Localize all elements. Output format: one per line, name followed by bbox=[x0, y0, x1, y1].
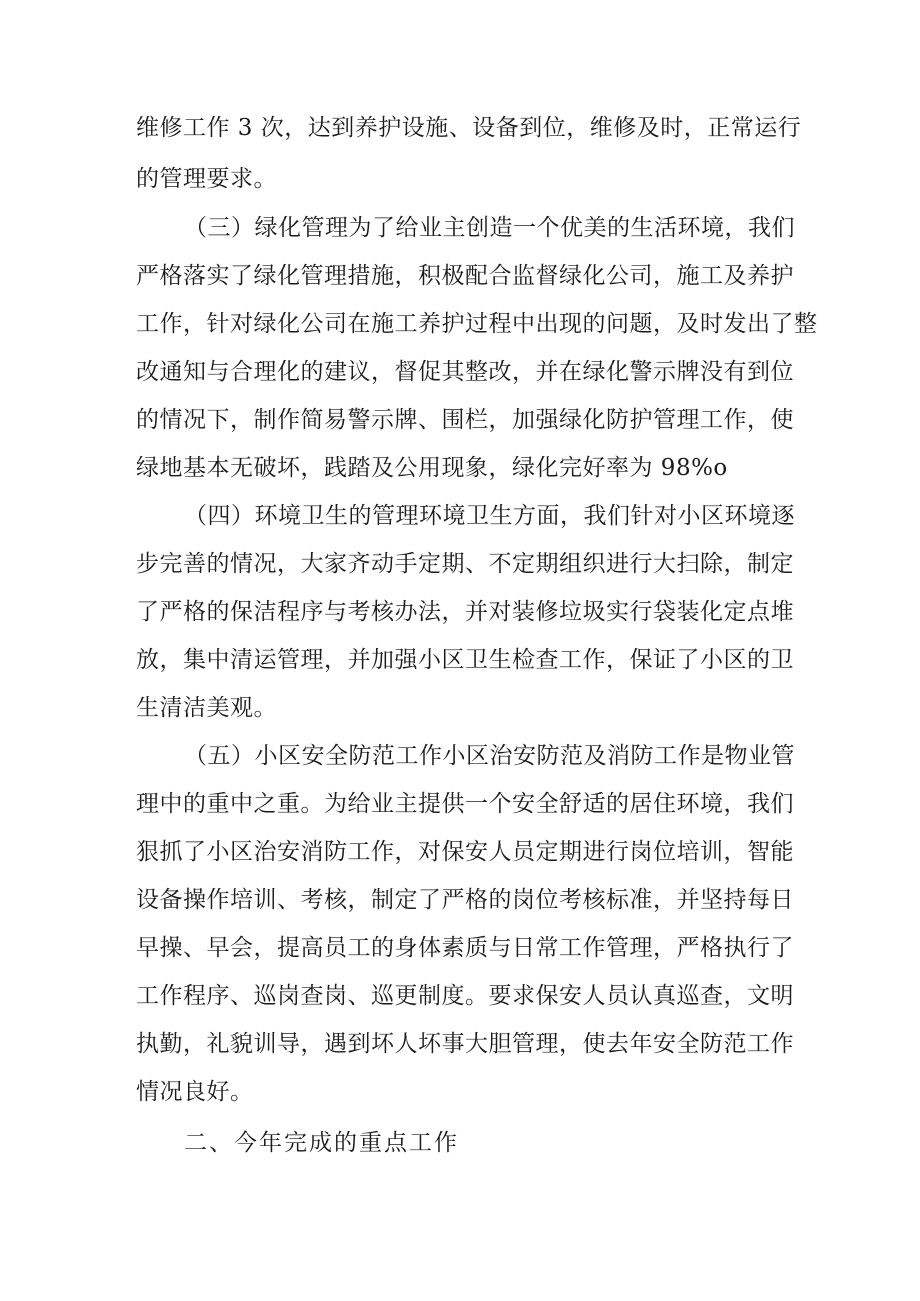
text-line: 工作，针对绿化公司在施工养护过程中出现的问题，及时发出了整 bbox=[136, 311, 818, 337]
text-line: 放，集中清运管理，并加强小区卫生检查工作，保证了小区的卫 bbox=[136, 647, 794, 673]
text-line: 维修工作 3 次，达到养护设施、设备到位，维修及时，正常运行 bbox=[136, 115, 802, 141]
text-line: 改通知与合理化的建议，督促其整改，并在绿化警示牌没有到位 bbox=[136, 359, 794, 385]
text-line: 设备操作培训、考核，制定了严格的岗位考核标准，并坚持每日 bbox=[136, 887, 794, 913]
text-line: （四）环境卫生的管理环境卫生方面，我们针对小区环境逐 bbox=[184, 503, 795, 529]
text-line: 生清洁美观。 bbox=[136, 695, 277, 721]
text-line: 早操、早会，提高员工的身体素质与日常工作管理，严格执行了 bbox=[136, 935, 794, 961]
text-line: （五）小区安全防范工作小区治安防范及消防工作是物业管 bbox=[184, 743, 795, 769]
text-line: 步完善的情况，大家齐动手定期、不定期组织进行大扫除，制定 bbox=[136, 551, 794, 577]
text-line: 的情况下，制作简易警示牌、围栏，加强绿化防护管理工作，使 bbox=[136, 407, 794, 433]
text-line: 了严格的保洁程序与考核办法，并对装修垃圾实行袋装化定点堆 bbox=[136, 599, 794, 625]
text-line: 绿地基本无破坏，践踏及公用现象，绿化完好率为 98%o bbox=[136, 455, 728, 481]
text-line: 的管理要求。 bbox=[136, 166, 277, 192]
text-line: 情况良好。 bbox=[136, 1079, 254, 1105]
text-line: 理中的重中之重。为给业主提供一个安全舒适的居住环境，我们 bbox=[136, 791, 794, 817]
text-line: 工作程序、巡岗查岗、巡更制度。要求保安人员认真巡查，文明 bbox=[136, 983, 794, 1009]
section-heading: 二、今年完成的重点工作 bbox=[184, 1130, 459, 1156]
text-line: 执勤，礼貌训导，遇到坏人坏事大胆管理，使去年安全防范工作 bbox=[136, 1031, 794, 1057]
text-line: 严格落实了绿化管理措施，积极配合监督绿化公司，施工及养护 bbox=[136, 263, 794, 289]
text-line: 狠抓了小区治安消防工作，对保安人员定期进行岗位培训，智能 bbox=[136, 839, 794, 865]
text-line: （三）绿化管理为了给业主创造一个优美的生活环境，我们 bbox=[184, 215, 795, 241]
